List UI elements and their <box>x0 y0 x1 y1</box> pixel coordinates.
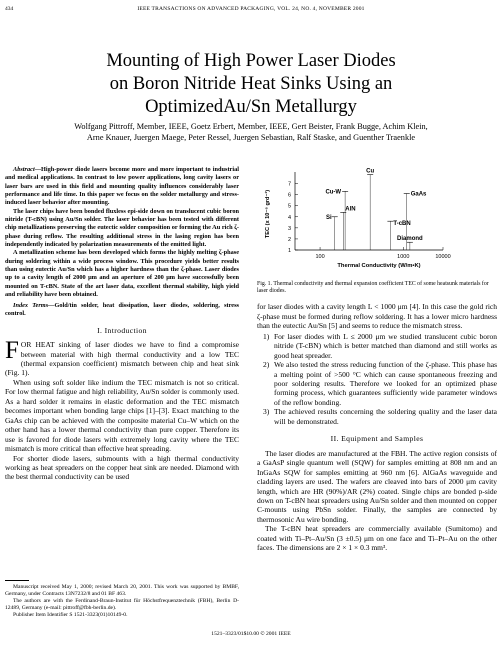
list-number: 3) <box>263 407 270 417</box>
figure-caption: Fig. 1. Thermal conductivity and thermal expansion coefficient TEC of some heatsunk materials for laser diodes. <box>257 281 489 295</box>
title-line: on Boron Nitride Heat Sinks Using an <box>109 74 393 94</box>
tec-conductivity-chart <box>257 166 497 276</box>
footnote-text: The authors are with the Ferdinand-Braun-Institut für Höchstfrequenztechnik (FBH), Berlin D-12489, Germany (e-mail: pittroff@fbh-berlin.de). <box>5 597 239 611</box>
figure-1 <box>257 166 497 295</box>
section-heading: II. Equipment and Samples <box>330 434 424 444</box>
index-terms-text: Gold/tin solder, heat dissipation, laser diodes, soldering, stress control. <box>5 301 240 317</box>
list-item <box>257 332 497 360</box>
left-column <box>5 166 239 482</box>
paragraph: for laser diodes with a cavity length L < 1000 μm [4]. In this case the gold rich ζ-phase must be formed during reflow soldering. It has a lower micro hardness than the eutectic Au/Sn [5] and seems to reduce the mismatch stress. <box>257 302 497 331</box>
list-number: 1) <box>263 331 270 341</box>
data-label: Cu <box>366 168 375 175</box>
paper-title <box>0 50 502 119</box>
abstract-text: The laser chips have been bonded fluxless epi-side down on translucent cubic boron nitride (T-cBN) using Au/Sn solder. The laser behavior has been tested with different chip metallizations preserving the eutectic solder composition or forming the Au rich ζ-phase during reflow. The resulting additional stress in the lasing region has been independently indicated by polarization measurements of the emitted light. <box>5 207 239 249</box>
index-terms <box>5 302 239 319</box>
section-heading: I. Introduction <box>97 326 147 336</box>
y-tick-label: 1 <box>287 248 291 254</box>
list-item <box>257 407 497 426</box>
data-label: AlN <box>345 206 356 213</box>
drop-cap: F <box>5 337 19 365</box>
y-tick-label: 5 <box>287 203 291 210</box>
paragraph: For shorter diode lasers, submounts with a high thermal conductivity working as heat spreaders on the copper heat sink are needed. Diamond with the best thermal conductivity can be used <box>5 453 239 482</box>
footnote-text: Manuscript received May 1, 2000; revised March 20, 2001. This work was supported by BMBF, Germany, under Contracts 13N7232/8 and 01 BF 463. <box>5 584 239 597</box>
footnote <box>5 584 239 619</box>
data-label: Si <box>326 214 332 221</box>
copyright-line: 1521–3323/01$10.00 © 2001 IEEE <box>211 631 291 637</box>
y-axis-label: TEC (x 10⁻⁶ grd⁻¹) <box>265 189 271 239</box>
list-text: For laser diodes with L ≤ 2000 μm we studied translucent cubic boron nitride (T-cBN) which is better matched than diamond and still works as good heat spreader. <box>274 331 497 360</box>
y-tick-label: 7 <box>287 181 291 188</box>
x-tick-label: 1000 <box>397 254 410 260</box>
page-number: 434 <box>5 6 14 12</box>
x-axis-label: Thermal Conductivity (W/m•K) <box>337 263 421 269</box>
data-label: T-cBN <box>393 221 411 228</box>
footnote-rule <box>5 580 29 581</box>
list-text: The achieved results concerning the soldering quality and the laser data will be demonstrated. <box>274 407 497 426</box>
title-line: Mounting of High Power Laser Diodes <box>106 51 396 71</box>
contribution-list <box>257 332 497 427</box>
list-number: 2) <box>263 360 270 370</box>
author-line: Arne Knauer, Juergen Maege, Peter Ressel, Juergen Sebastian, Ralf Staske, and Guenther Traenkle <box>86 132 416 142</box>
list-item <box>257 360 497 407</box>
data-label: Cu-W <box>325 189 342 196</box>
author-line: Wolfgang Pittroff, Member, IEEE, Goetz Erbert, Member, IEEE, Gert Beister, Frank Bugge, Achim Klein, <box>74 122 428 131</box>
x-tick-label: 10000 <box>435 254 451 260</box>
footnote-text: Publisher Item Identifier S 1521-3323(01)10149-0. <box>13 611 128 618</box>
abstract-text: High-power diode lasers become more and more important to industrial and medical applications. In contrast to low power applications, long cavity lasers or laser bars are used in this field and mounting quality influences considerably laser performance and life time. In this paper we focus on the solder metallurgy and stress-induced laser behavior after mounting. <box>5 166 239 207</box>
abstract-text: A metallization scheme has been developed which forms the highly melting ζ-phase during soldering within a wide process window. This procedure yields better results than using eutectic Au/Sn which has a higher hardness than the ζ-phase. Laser diodes up to a cavity length of 2000 μm and an aperture of 200 μm have successfully been mounted on T-cBN. State of the art laser data, excellent thermal stability, high yield and reliability have been obtained. <box>5 249 239 299</box>
data-label: Diamond <box>397 236 423 243</box>
title-line: OptimizedAu/Sn Metallurgy <box>145 97 357 117</box>
paragraph: When using soft solder like indium the TEC mismatch is not so critical. For low thermal fatigue and high reliability, Au/Sn solder is commonly used. As a hard solder it remains in elastic deformation and the TEC mismatch becomes important when bonding large chips [1]–[3]. Exact matching to the GaAs chip can be achieved with the composite material Cu–W which on the other hand has a lower thermal conductivity than pure copper. Therefore its use is favored for diode lasers with extremely long cavity where the TEC mismatch is more critical than effective heat spreading. <box>5 377 239 454</box>
x-tick-label: 100 <box>315 254 325 260</box>
paragraph: OR HEAT sinking of laser diodes we have to find a compromise between material with high thermal conductivity and a low TEC (thermal expansion coefficient) mismatch between chip and heat sink (Fig. 1). <box>5 340 239 378</box>
right-column <box>257 166 497 553</box>
introduction-body <box>5 337 239 482</box>
list-text: We also tested the stress reducing function of the ζ-phase. This phase has a melting point of >500 °C which can cause spontaneous freezing and poor soldering results. Therefore we looked for an optimized phase forming process, which guarantees sufficiently wide parameter windows of the reflow bonding. <box>274 360 497 407</box>
journal-header: IEEE TRANSACTIONS ON ADVANCED PACKAGING, VOL. 24, NO. 4, NOVEMBER 2001 <box>137 6 365 12</box>
right-body <box>257 302 497 552</box>
paragraph: The T-cBN heat spreaders are commercially available (Sumitomo) and coated with Ti–Pt–Au/Sn (3 ±0.5) μm on one face and Ti–Pt–Au on the other faces. The dimensions are 2 × 1 × 0.3 mm³. <box>257 524 497 553</box>
index-terms-label: Index Terms— <box>13 301 55 309</box>
author-list <box>0 122 502 143</box>
y-tick-label: 6 <box>287 192 291 199</box>
abstract-label: Abstract— <box>13 166 41 173</box>
y-tick-label: 2 <box>287 236 291 243</box>
y-tick-label: 3 <box>287 225 291 232</box>
data-label: GaAs <box>410 191 427 198</box>
y-tick-label: 4 <box>287 214 291 221</box>
abstract <box>5 166 239 300</box>
paragraph: The laser diodes are manufactured at the FBH. The active region consists of a GaAsP single quantum well (SQW) for samples emitting at 808 nm and an InGaAs SQW for samples emitting at 960 nm [6]. AlGaAs waveguide and cladding layers are used. The wafers are cleaved into bars of 2000 μm cavity length, which are HR (90%)/AR (2%) coated. Single chips are bonded p-side down on T-cBN heat spreaders using Au/Sn solder and then mounted on copper C-mounts using PbSn solder. Finally, the samples are connected by thermosonic Au wire bonding. <box>257 448 497 524</box>
